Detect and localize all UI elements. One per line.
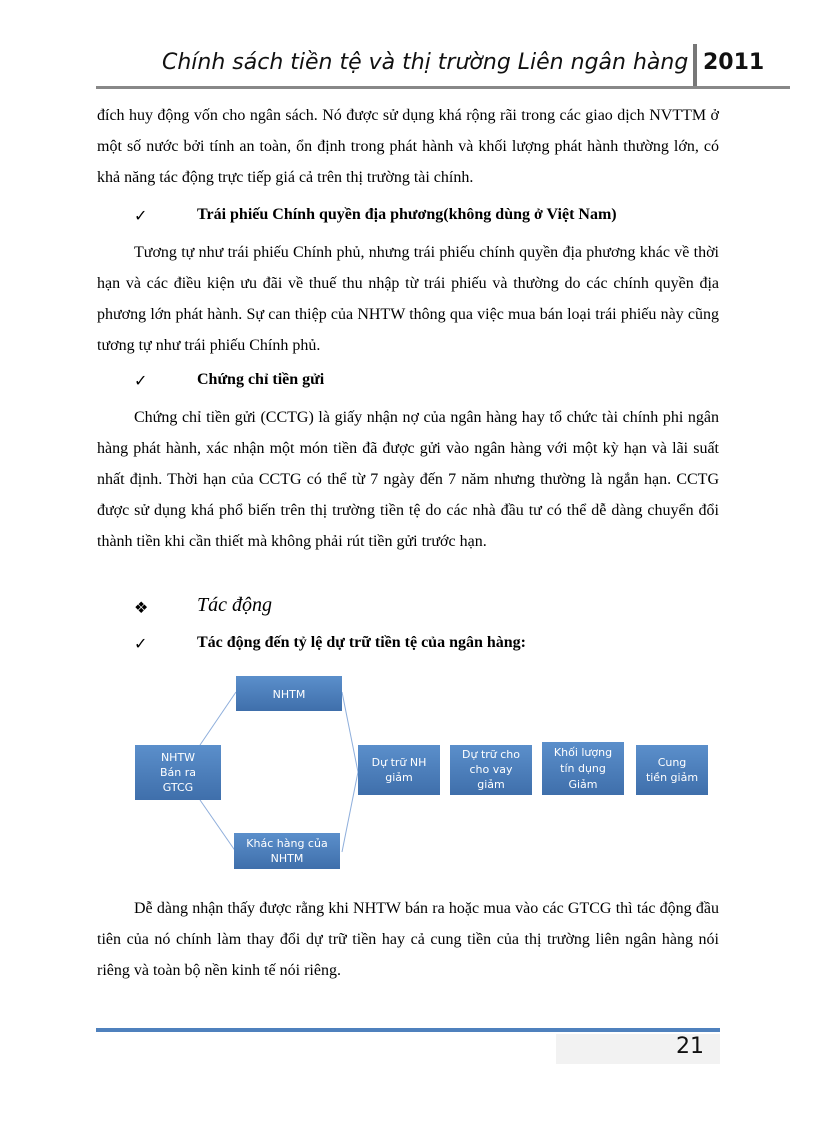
flow-diagram [130, 672, 720, 877]
box-dutru [358, 745, 440, 795]
box-khoiluong-line1: Khối lượng [553, 746, 613, 759]
box-dutru-line1: Dự trữ NH [371, 756, 427, 769]
header-divider [693, 44, 697, 88]
box-cung-line1: Cung [657, 756, 687, 769]
box-dutrucho-line2: cho vay [469, 763, 513, 776]
check-bullet-icon: ✓ [134, 208, 148, 225]
paragraph-intro: đích huy động vốn cho ngân sách. Nó được sử dụng khá rộng rãi trong các giao dịch NVTTM ở một số nước bởi tính an toàn, ổn định trong phát hành và khối lượng phát hành thường lớn, có khả năng tác động trực tiếp giá cả trên thị trường tài chính. [97, 107, 719, 186]
box-cung [636, 745, 708, 795]
box-nhtw [135, 745, 221, 800]
paragraph-conclusion: Dễ dàng nhận thấy được rằng khi NHTW bán ra hoặc mua vào các GTCG thì tác động đầu tiên của nó chính làm thay đổi dự trữ tiền hay cả cung tiền của thị trường liên ngân hàng nói riêng và toàn bộ nền kinh tế nói riêng. [97, 900, 719, 979]
box-nhtw-line3: GTCG [162, 781, 194, 794]
check-bullet-icon: ✓ [134, 636, 148, 653]
heading-impact: Tác động [197, 594, 272, 616]
paragraph-local-bonds: Tương tự như trái phiếu Chính phủ, nhưng trái phiếu chính quyền địa phương khác về thời hạn và các điều kiện ưu đãi về thuế thu nhập từ trái phiếu và thường do các chính quyền địa phương lớn phát hành. Sự can thiệp của NHTW thông qua việc mua bán loại trái phiếu này cũng tương tự như trái phiếu Chính phủ. [97, 244, 719, 354]
box-dutrucho-line3: giảm [477, 778, 505, 791]
box-nhtw-line1: NHTW [160, 751, 196, 764]
box-dutru-line2: giảm [385, 771, 413, 784]
header-title: Chính sách tiền tệ và thị trường Liên ngân hàng [162, 50, 689, 75]
box-dutrucho-line1: Dự trữ cho [462, 748, 520, 761]
box-khachhang-line1: Khác hàng của [246, 837, 328, 850]
diamond-bullet-icon: ❖ [134, 600, 149, 617]
heading-reserve-impact: Tác động đến tỷ lệ dự trữ tiền tệ của ngân hàng: [197, 634, 526, 651]
header-year: 2011 [703, 50, 765, 75]
header-rule [96, 86, 790, 89]
box-khoiluong [542, 742, 624, 795]
check-bullet-icon: ✓ [134, 373, 148, 390]
footer-rule [96, 1028, 720, 1032]
box-khachhang-line2: NHTM [270, 852, 304, 865]
box-khoiluong-line2: tín dụng [560, 762, 606, 775]
box-nhtw-line2: Bán ra [159, 766, 197, 779]
box-nhtm [236, 676, 342, 711]
box-dutrucho [450, 745, 532, 795]
page-number: 21 [676, 1034, 704, 1059]
heading-local-bonds: Trái phiếu Chính quyền địa phương(không dùng ở Việt Nam) [197, 206, 617, 223]
box-khoiluong-line3: Giảm [568, 778, 598, 791]
connector-lines [200, 692, 358, 852]
paragraph-deposit-certificate: Chứng chỉ tiền gửi (CCTG) là giấy nhận nợ của ngân hàng hay tổ chức tài chính phi ngân hàng phát hành, xác nhận một món tiền đã được gửi vào ngân hàng với một kỳ hạn và lãi suất nhất định. Thời hạn của CCTG có thể từ 7 ngày đến 7 năm nhưng thường là ngắn hạn. CCTG được sử dụng khá phổ biến trên thị trường tiền tệ do các nhà đầu tư có thể dễ dàng chuyển đổi thành tiền khi cần thiết mà không phải rút tiền gửi trước hạn. [97, 409, 719, 550]
heading-deposit-certificate: Chứng chỉ tiền gửi [197, 371, 325, 388]
box-khachhang [234, 833, 340, 869]
box-nhtm-line1: NHTM [272, 688, 306, 701]
box-cung-line2: tiền giảm [645, 771, 699, 784]
